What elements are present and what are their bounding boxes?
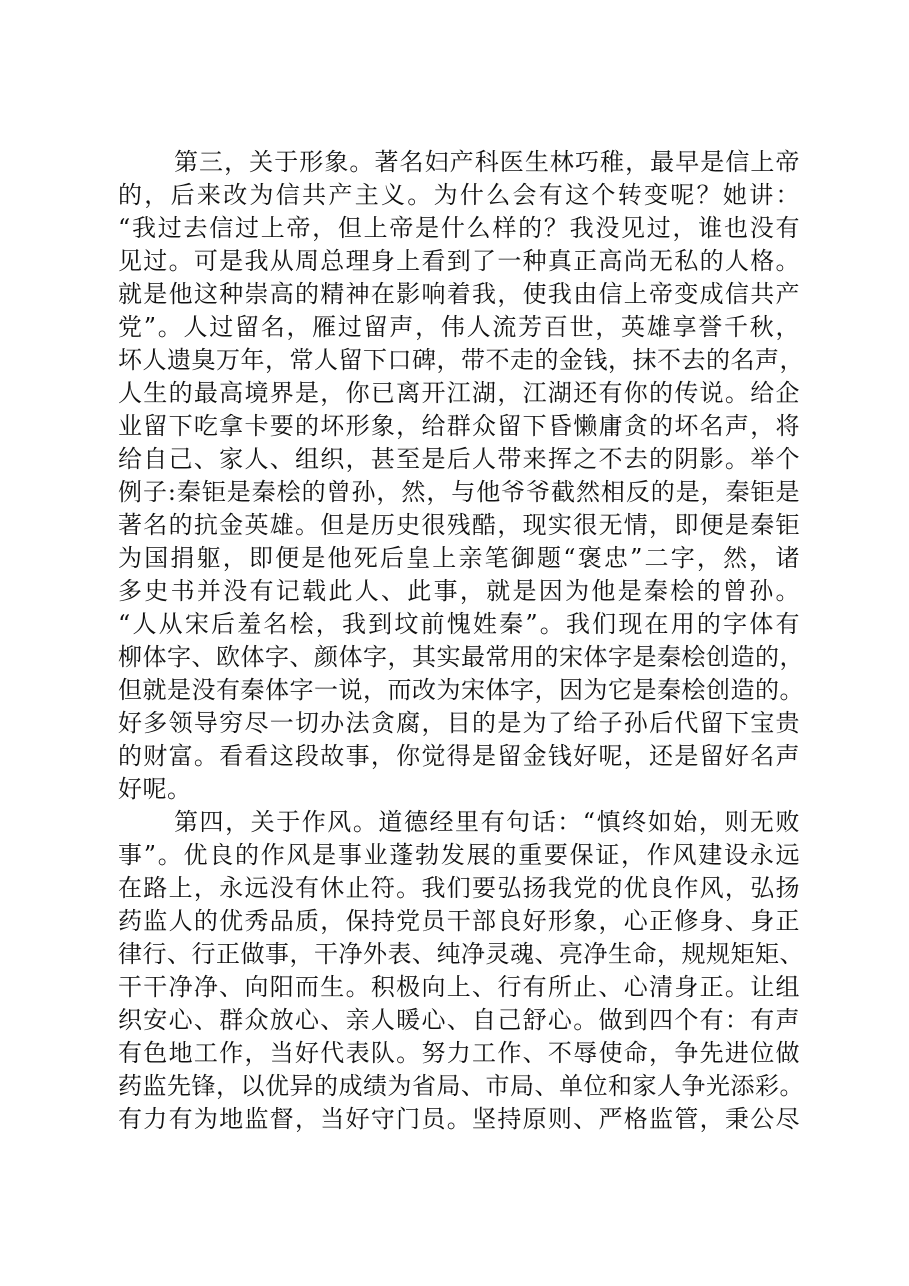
text-line: 著名的抗金英雄。但是历史很残酷，现实很无情，即便是秦钜 <box>118 511 800 539</box>
text-line: 但就是没有秦体字一说，而改为宋体字，因为它是秦桧创造的。 <box>118 676 804 704</box>
text-line: 织安心、群众放心、亲人暖心、自己舒心。做到四个有：有声 <box>118 1006 800 1034</box>
text-line: 第四，关于作风。道德经里有句话：“慎终如始，则无败 <box>174 808 800 836</box>
text-line: 好多领导穷尽一切办法贪腐，目的是为了给子孙后代留下宝贵 <box>118 709 800 737</box>
text-line: 见过。可是我从周总理身上看到了一种真正高尚无私的人格。 <box>118 247 800 275</box>
text-line: 药监人的优秀品质，保持党员干部良好形象，心正修身、身正 <box>118 907 800 935</box>
text-line: 多史书并没有记载此人、此事，就是因为他是秦桧的曾孙。 <box>118 577 800 605</box>
text-line: 的财富。看看这段故事，你觉得是留金钱好呢，还是留好名声 <box>118 742 800 770</box>
text-line: 柳体字、欧体字、颜体字，其实最常用的宋体字是秦桧创造的， <box>118 643 804 671</box>
paragraph-section-4 <box>118 806 804 1136</box>
text-line: 为国捐躯，即便是他死后皇上亲笔御题“褒忠”二字，然，诸 <box>118 544 800 572</box>
text-line: “人从宋后羞名桧，我到坟前愧姓秦”。我们现在用的字体有 <box>118 610 800 638</box>
text-line: “我过去信过上帝，但上帝是什么样的？我没见过，谁也没有 <box>118 214 800 242</box>
text-line: 有色地工作，当好代表队。努力工作、不辱使命，争先进位做 <box>118 1039 800 1067</box>
text-line: 给自己、家人、组织，甚至是后人带来挥之不去的阴影。举个 <box>118 445 800 473</box>
text-line: 坏人遗臭万年，常人留下口碑，带不走的金钱，抹不去的名声， <box>118 346 804 374</box>
text-line: 在路上，永远没有休止符。我们要弘扬我党的优良作风，弘扬 <box>118 874 800 902</box>
text-line: 有力有为地监督，当好守门员。坚持原则、严格监管，秉公尽 <box>118 1105 800 1133</box>
text-line: 事”。优良的作风是事业蓬勃发展的重要保证，作风建设永远 <box>118 841 800 869</box>
text-line: 例子:秦钜是秦桧的曾孙，然，与他爷爷截然相反的是，秦钜是 <box>118 478 800 506</box>
text-line: 业留下吃拿卡要的坏形象，给群众留下昏懒庸贪的坏名声，将 <box>118 412 800 440</box>
document-body <box>118 146 804 1136</box>
text-line: 第三，关于形象。著名妇产科医生林巧稚，最早是信上帝 <box>174 148 800 176</box>
paragraph-section-3 <box>118 146 804 806</box>
text-line: 的，后来改为信共产主义。为什么会有这个转变呢？她讲： <box>118 181 800 209</box>
text-line: 药监先锋，以优异的成绩为省局、市局、单位和家人争光添彩。 <box>118 1072 804 1100</box>
text-line: 就是他这种崇高的精神在影响着我，使我由信上帝变成信共产 <box>118 280 800 308</box>
text-line: 党”。人过留名，雁过留声，伟人流芳百世，英雄享誉千秋， <box>118 313 800 341</box>
text-line: 干干净净、向阳而生。积极向上、行有所止、心清身正。让组 <box>118 973 800 1001</box>
text-line: 好呢。 <box>118 775 192 803</box>
text-line: 人生的最高境界是，你已离开江湖，江湖还有你的传说。给企 <box>118 379 800 407</box>
text-line: 律行、行正做事，干净外表、纯净灵魂、亮净生命，规规矩矩、 <box>118 940 804 968</box>
